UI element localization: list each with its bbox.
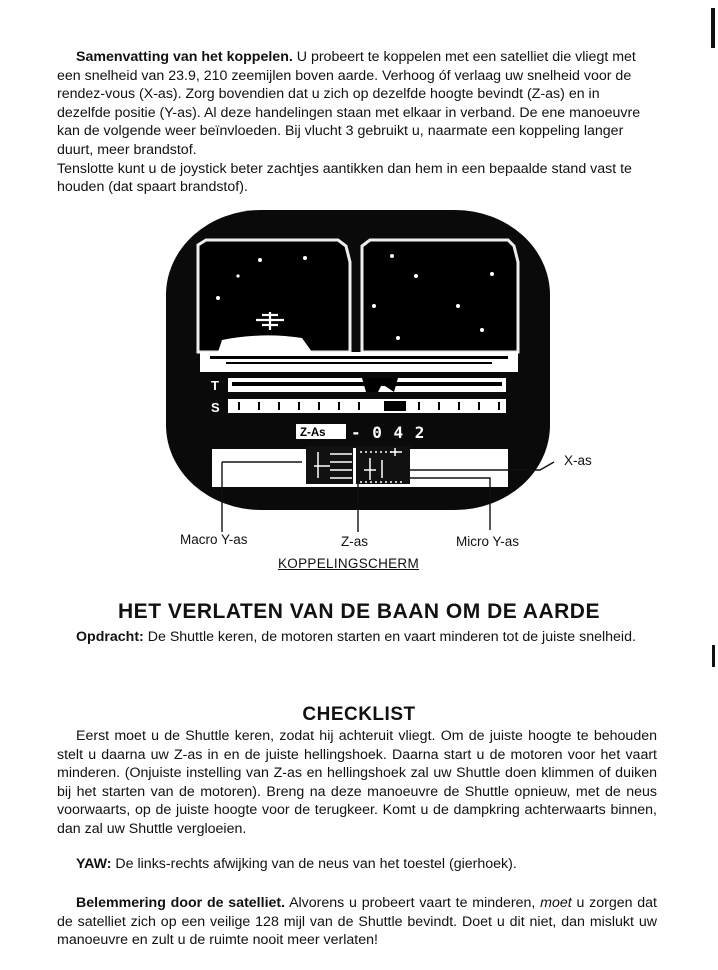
- yaw-text: De links-rechts afwijking van de neus van het toestel (gierhoek).: [111, 856, 517, 872]
- scan-edge-mark: [712, 645, 715, 667]
- satellite-text-emphasis: moet: [540, 895, 572, 911]
- callout-x-as: X-as: [564, 453, 592, 468]
- yaw-bold-lead: YAW:: [76, 856, 112, 872]
- satellite-text-b: u zorgen dat de satelliet zich op een veilige 128 mijl van de Shuttle bevindt. Doet u dit niet, dan mislukt uw manoeuvre en zult u de ruimte nooit meer verlaten!: [57, 895, 657, 949]
- callout-micro-y-as: Micro Y-as: [456, 534, 520, 549]
- readout-label: Z-As: [300, 427, 326, 439]
- row-t-label: T: [211, 378, 219, 393]
- readout-value: - 0 4 2: [351, 423, 426, 442]
- callout-macro-y-as: Macro Y-as: [180, 532, 248, 547]
- figure-caption: KOPPELINGSCHERM: [278, 556, 420, 571]
- row-s-label: S: [211, 400, 220, 415]
- satellite-text-a: Alvorens u probeert vaart te minderen,: [285, 895, 541, 911]
- checklist-text: Eerst moet u de Shuttle keren, zodat hij achteruit vliegt. Om de juiste hoogte te behouden stelt u daarna uw Z-as in en de juiste hellingshoek. Daarna start u de motoren voor het vaart minderen. (Onjuiste instelling van Z-as en hellingshoek zal uw Shuttle doen klimmen of duiken bij het starten van de motoren). Breng na deze manoeuvre de Shuttle opnieuw, met de neus voorwaarts, op de juiste hoogte voor de terugkeer. Komt u de dampkring achterwaarts binnen, dan zal uw Shuttle vergloeien.: [57, 728, 657, 837]
- section-bold-lead: Opdracht:: [76, 629, 144, 645]
- callout-z-as: Z-as: [341, 534, 368, 549]
- checklist-paragraph: [57, 727, 657, 839]
- section-paragraph: [57, 628, 657, 647]
- yaw-paragraph: [57, 855, 657, 874]
- intro-text-2: Tenslotte kunt u de joystick beter zachtjes aantikken dan hem in een bepaalde stand vast te houden (dat spaart brandstof).: [57, 160, 632, 196]
- intro-bold-lead: Samenvatting van het koppelen.: [76, 49, 293, 65]
- satellite-bold-lead: Belemmering door de satelliet.: [76, 895, 286, 911]
- checklist-title: CHECKLIST: [302, 704, 416, 725]
- section-title: HET VERLATEN VAN DE BAAN OM DE AARDE: [118, 600, 600, 623]
- section-text: De Shuttle keren, de motoren starten en vaart minderen tot de juiste snelheid.: [143, 629, 636, 645]
- intro-text: U probeert te koppelen met een satelliet die vliegt met een snelheid van 23.9, 210 zeemijlen boven aarde. Verhoog óf verlaag uw snelheid voor de rendez-vous (X-as). Zorg bovendien dat u zich op dezelfde hoogte bevindt (Z-as) en in dezelfde positie (Y-as). Al deze handelingen staan met elkaar in verband. De ene manoeuvre kan de volgende weer beïnvloeden. Bij vlucht 3 gebruikt u, naarmate een koppeling langer duurt, meer brandstof.: [57, 49, 641, 158]
- satellite-paragraph: [57, 894, 657, 950]
